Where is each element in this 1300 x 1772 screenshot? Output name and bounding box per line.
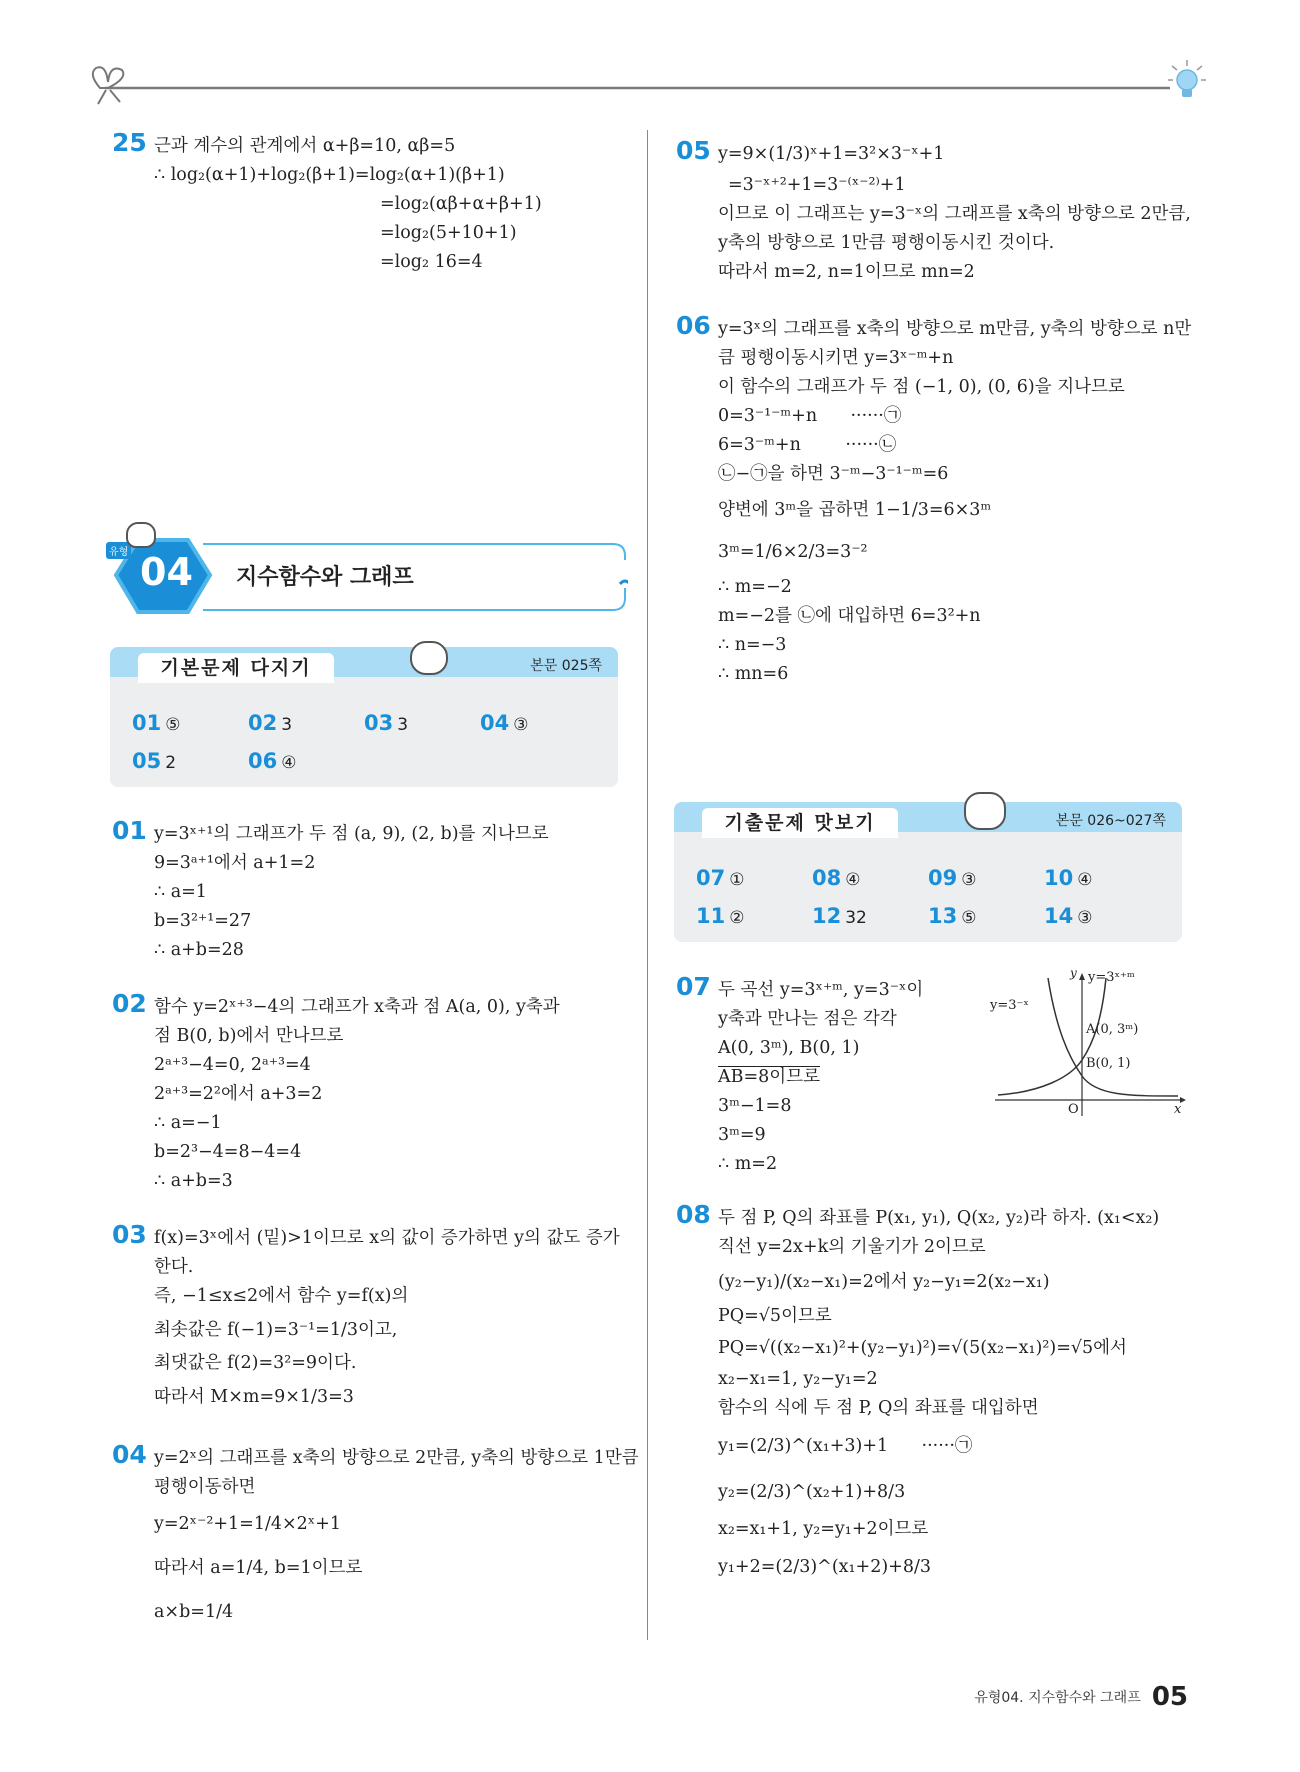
solution-line: f(x)=3ˣ에서 (밑)>1이므로 x의 값이 증가하면 y의 값도 증가 <box>154 1228 620 1248</box>
origin-label: O <box>1068 1102 1079 1117</box>
cat-mascot-icon <box>126 522 156 548</box>
solution-line: 함수의 식에 두 점 P, Q의 좌표를 대입하면 <box>718 1398 1039 1418</box>
answer-item: 01 ⑤ <box>132 711 181 735</box>
solution-line: 따라서 m=2, n=1이므로 mn=2 <box>718 262 975 282</box>
solution-line: y=2ˣ의 그래프를 x축의 방향으로 2만큼, y축의 방향으로 1만큼 <box>154 1448 639 1468</box>
solution-line: =log₂ 16=4 <box>380 252 483 272</box>
answer-item: 06 ④ <box>248 749 297 773</box>
past-page-ref: 본문 026~027쪽 <box>1055 813 1166 829</box>
lightbulb-icon <box>1168 60 1206 97</box>
solution-line: =log₂(5+10+1) <box>380 223 517 243</box>
problem-number: 06 <box>676 311 711 340</box>
curve-3-pow-neg-x <box>1048 978 1178 1096</box>
solution-line: 0=3⁻¹⁻ᵐ+n ······㉠ <box>718 406 902 426</box>
solution-line: 9=3ᵃ⁺¹에서 a+1=2 <box>154 853 316 873</box>
solution-line: 한다. <box>154 1257 194 1277</box>
solution-line: 따라서 a=1/4, b=1이므로 <box>154 1558 363 1578</box>
ribbon-icon <box>93 67 124 104</box>
problem-number: 07 <box>676 972 711 1001</box>
solution-line: ∴ log₂(α+1)+log₂(β+1)=log₂(α+1)(β+1) <box>154 165 505 185</box>
y-axis-label: y <box>1070 966 1077 980</box>
problem-number: 02 <box>112 989 147 1018</box>
solution-line: ∴ a=−1 <box>154 1113 222 1133</box>
answer-item: 12 32 <box>812 904 867 928</box>
solution-line: b=2³−4=8−4=4 <box>154 1142 302 1162</box>
page-footer <box>974 1682 1188 1712</box>
column-divider <box>647 130 648 1640</box>
cat-mascot-icon <box>410 641 448 675</box>
answer-item: 14 ③ <box>1044 904 1093 928</box>
footer-label: 유형04. 지수함수와 그래프 <box>974 1690 1141 1706</box>
solution-line: 이 함수의 그래프가 두 점 (−1, 0), (0, 6)을 지나므로 <box>718 377 1125 397</box>
solution-line: AB=8이므로 <box>718 1067 821 1087</box>
solution-line: 큼 평행이동시키면 y=3ˣ⁻ᵐ+n <box>718 348 954 368</box>
solution-line: (y₂−y₁)/(x₂−x₁)=2에서 y₂−y₁=2(x₂−x₁) <box>718 1272 1050 1292</box>
solution-line: 최솟값은 f(−1)=3⁻¹=1/3이고, <box>154 1320 398 1340</box>
solution-line: ∴ a=1 <box>154 882 207 902</box>
problem-01 <box>112 816 632 965</box>
solution-line: y=2ˣ⁻²+1=1/4×2ˣ+1 <box>154 1514 341 1534</box>
solution-line: ㉡−㉠을 하면 3⁻ᵐ−3⁻¹⁻ᵐ=6 <box>718 464 949 484</box>
problem-number: 01 <box>112 816 147 845</box>
problem-number: 05 <box>676 136 711 165</box>
answer-item: 08 ④ <box>812 866 861 890</box>
curve-label-1: y=3⁻ˣ <box>990 998 1029 1013</box>
solution-line: 6=3⁻ᵐ+n ······㉡ <box>718 435 897 455</box>
solution-line: 점 B(0, b)에서 만나므로 <box>154 1026 344 1046</box>
problem-07 <box>676 972 976 1179</box>
left-solutions <box>112 816 639 1658</box>
page-number: 05 <box>1151 1682 1188 1712</box>
solution-line: m=−2를 ㉡에 대입하면 6=3²+n <box>718 606 981 626</box>
problem-25 <box>112 128 632 277</box>
solution-line: y축의 방향으로 1만큼 평행이동시킨 것이다. <box>718 233 1055 253</box>
solution-line: 3ᵐ=1/6×2/3=3⁻² <box>718 542 868 562</box>
section-header <box>108 530 628 620</box>
problem-02 <box>112 989 632 1196</box>
x-axis-label: x <box>1174 1102 1182 1117</box>
section-number: 04 <box>140 550 193 594</box>
problem-number: 08 <box>676 1200 711 1229</box>
answer-item: 13 ⑤ <box>928 904 977 928</box>
solution-line: ∴ n=−3 <box>718 635 787 655</box>
solution-line: 2ᵃ⁺³=2²에서 a+3=2 <box>154 1084 323 1104</box>
answer-item: 03 3 <box>364 711 409 735</box>
solution-line: ∴ m=−2 <box>718 577 792 597</box>
solution-line: ∴ a+b=28 <box>154 940 244 960</box>
solution-line: 따라서 M×m=9×1/3=3 <box>154 1387 354 1407</box>
problem-03 <box>112 1220 632 1416</box>
problem-06 <box>676 311 1196 689</box>
solution-line: x₂=x₁+1, y₂=y₁+2이므로 <box>718 1519 929 1539</box>
problem-number: 03 <box>112 1220 147 1249</box>
top-rule <box>0 0 1300 110</box>
basic-answers-box <box>110 647 618 787</box>
graph-svg <box>990 968 1190 1118</box>
exponential-graph <box>990 968 1190 1118</box>
solution-line: 최댓값은 f(2)=3²=9이다. <box>154 1353 357 1373</box>
answer-item: 04 ③ <box>480 711 529 735</box>
past-tab: 기출문제 맛보기 <box>702 808 898 838</box>
curve-label-2: y=3ˣ⁺ᵐ <box>1088 970 1135 985</box>
problem-05 <box>676 134 1196 287</box>
solution-line: y=3ˣ⁺¹의 그래프가 두 점 (a, 9), (2, b)를 지나므로 <box>154 824 549 844</box>
past-answers-box <box>674 802 1182 942</box>
solution-line: y₂=(2/3)^(x₂+1)+8/3 <box>718 1482 906 1502</box>
solution-line: 3ᵐ−1=8 <box>718 1096 792 1116</box>
solution-line: 근과 계수의 관계에서 α+β=10, αβ=5 <box>154 136 456 156</box>
solution-line: 함수 y=2ˣ⁺³−4의 그래프가 x축과 점 A(a, 0), y축과 <box>154 997 560 1017</box>
solution-line: =log₂(αβ+α+β+1) <box>380 194 542 214</box>
solution-line: 양변에 3ᵐ을 곱하면 1−1/3=6×3ᵐ <box>718 500 992 520</box>
solution-line: 3ᵐ=9 <box>718 1125 766 1145</box>
solution-line: PQ=√5이므로 <box>718 1306 832 1326</box>
problem-08 <box>676 1200 1196 1590</box>
solution-line: a×b=1/4 <box>154 1602 234 1622</box>
section-badge: 유형 <box>106 542 131 559</box>
answer-item: 02 3 <box>248 711 293 735</box>
answer-item: 11 ② <box>696 904 745 928</box>
problem-number: 04 <box>112 1440 147 1469</box>
solution-line: 두 점 P, Q의 좌표를 P(x₁, y₁), Q(x₂, y₂)라 하자. (x₁<x₂) <box>718 1208 1160 1228</box>
answer-item: 05 2 <box>132 749 177 773</box>
solution-line: x₂−x₁=1, y₂−y₁=2 <box>718 1369 878 1389</box>
section-title: 지수함수와 그래프 <box>236 565 414 590</box>
solution-line: PQ=√((x₂−x₁)²+(y₂−y₁)²)=√(5(x₂−x₁)²)=√5에서 <box>718 1338 1127 1358</box>
solution-line: 2ᵃ⁺³−4=0, 2ᵃ⁺³=4 <box>154 1055 311 1075</box>
right-solutions-top <box>676 134 1196 713</box>
problem-number: 25 <box>112 128 147 157</box>
solution-line: 즉, −1≤x≤2에서 함수 y=f(x)의 <box>154 1286 409 1306</box>
solution-line: y=9×(1/3)ˣ+1=3²×3⁻ˣ+1 <box>718 144 945 164</box>
solution-line: 평행이동하면 <box>154 1477 256 1497</box>
solution-line: b=3²⁺¹=27 <box>154 911 252 931</box>
solution-line: y₁+2=(2/3)^(x₁+2)+8/3 <box>718 1557 932 1577</box>
solution-line: 두 곡선 y=3ˣ⁺ᵐ, y=3⁻ˣ이 <box>718 980 924 1000</box>
answer-item: 07 ① <box>696 866 745 890</box>
problem-04 <box>112 1440 639 1634</box>
point-a-label: A(0, 3ᵐ) <box>1086 1022 1139 1037</box>
badminton-mascot-icon <box>964 792 1006 830</box>
solution-line: 이므로 이 그래프는 y=3⁻ˣ의 그래프를 x축의 방향으로 2만큼, <box>718 204 1191 224</box>
answer-item: 10 ④ <box>1044 866 1093 890</box>
solution-line: ∴ mn=6 <box>718 664 789 684</box>
solution-line: y축과 만나는 점은 각각 <box>718 1009 897 1029</box>
solution-line: ∴ m=2 <box>718 1154 778 1174</box>
point-b-label: B(0, 1) <box>1086 1056 1131 1071</box>
solution-line: 직선 y=2x+k의 기울기가 2이므로 <box>718 1237 986 1257</box>
solution-line: y=3ˣ의 그래프를 x축의 방향으로 m만큼, y축의 방향으로 n만 <box>718 319 1192 339</box>
solution-line: A(0, 3ᵐ), B(0, 1) <box>718 1038 860 1058</box>
solution-line: =3⁻ˣ⁺²+1=3⁻⁽ˣ⁻²⁾+1 <box>728 175 906 195</box>
solution-line: y₁=(2/3)^(x₁+3)+1 ······㉠ <box>718 1436 973 1456</box>
answer-item: 09 ③ <box>928 866 977 890</box>
solution-line: ∴ a+b=3 <box>154 1171 233 1191</box>
basic-page-ref: 본문 025쪽 <box>530 658 602 674</box>
basic-tab: 기본문제 다지기 <box>138 653 334 683</box>
